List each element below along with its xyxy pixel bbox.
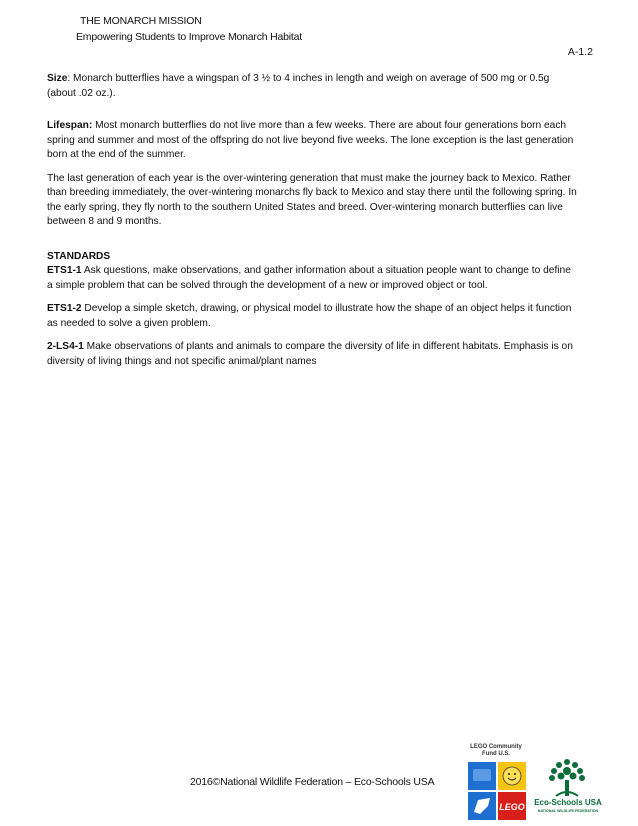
lifespan-paragraph: [47, 119, 579, 163]
size-paragraph: [47, 72, 579, 101]
eco-schools-sub: NATIONAL WILDLIFE FEDERATION: [537, 809, 599, 813]
header-title: THE MONARCH MISSION: [80, 15, 202, 27]
footer-copyright: 2016©National Wildlife Federation – Eco-Schools USA: [190, 776, 435, 788]
lego-tiles-icon: [468, 762, 526, 820]
standards-heading: STANDARDS: [47, 250, 111, 262]
standard-text: Develop a simple sketch, drawing, or physical model to illustrate how the shape of an object helps it function as needed to solve a given problem.: [47, 303, 572, 329]
overwintering-paragraph: The last generation of each year is the over-wintering generation that must make the journey back to Mexico. Rather than breeding immediately, the over-wintering monarchs fly back to Mexico and stay there until the following spring. In the early spring, they fly north to the southern United States and breed. Over-wintering monarch butterflies can live between 8 and 9 months.: [47, 172, 577, 227]
size-text: : Monarch butterflies have a wingspan of 3 ½ to 4 inches in length and weigh on average of 500 mg or 0.5g (about .02 oz.).: [47, 73, 550, 99]
lego-community-fund-logo: [466, 744, 526, 824]
standard-item: [47, 264, 579, 293]
page-code: A-1.2: [567, 46, 593, 58]
standard-item: [47, 302, 579, 331]
tree-icon: [546, 756, 588, 798]
eco-schools-name: Eco-Schools USA: [534, 798, 602, 807]
eco-schools-logo: [532, 756, 604, 824]
standard-code: ETS1-2: [47, 303, 82, 314]
lego-word: LEGO: [499, 802, 525, 812]
header-subtitle: Empowering Students to Improve Monarch Habitat: [76, 31, 302, 43]
standard-text: Make observations of plants and animals to compare the diversity of life in different habitats. Emphasis is on diversity of living things and not specific animal/plant names: [47, 341, 573, 367]
size-label: Size: [47, 73, 68, 84]
standard-code: 2-LS4-1: [47, 341, 84, 352]
standard-item: [47, 340, 579, 369]
lifespan-label: Lifespan:: [47, 120, 93, 131]
lifespan-text: Most monarch butterflies do not live more than a few weeks. There are about four generations born each spring and summer and most of the offspring do not live beyond five weeks. The lone exception is the last generation born at the end of the summer.: [47, 120, 574, 160]
standard-text: Ask questions, make observations, and gather information about a situation people want to change to define a simple problem that can be solved through the development of a new or improved object or tool.: [47, 265, 571, 291]
lego-logo-title: LEGO Community Fund U.S.: [470, 744, 522, 757]
standard-code: ETS1-1: [47, 265, 82, 276]
main-content: [47, 72, 579, 378]
